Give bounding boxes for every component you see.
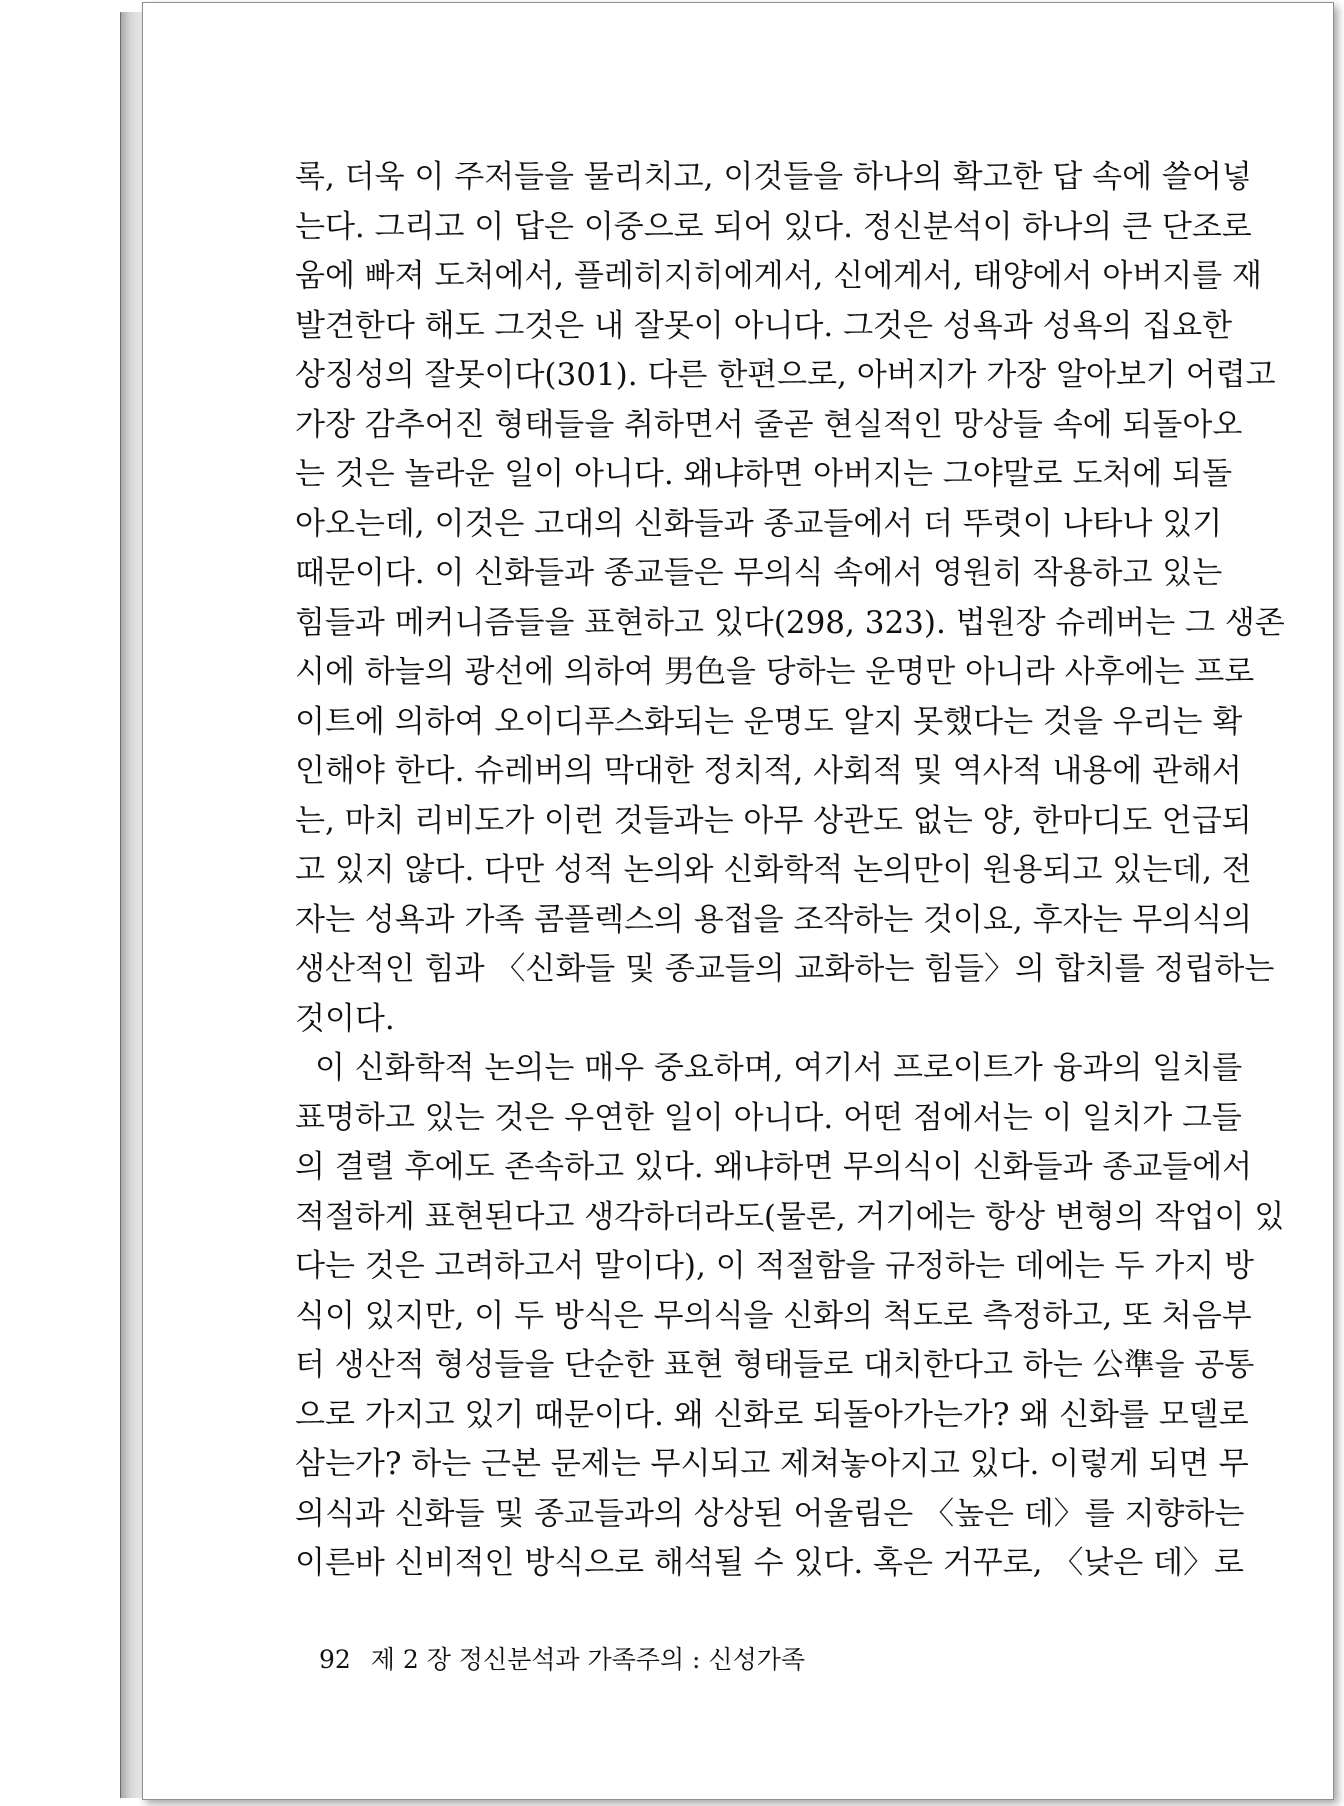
text-line: 적절하게 표현된다고 생각하더라도(물론, 거기에는 항상 변형의 작업이 있 — [295, 1198, 1285, 1235]
text-line: 식이 있지만, 이 두 방식은 무의식을 신화의 척도로 측정하고, 또 처음부 — [295, 1297, 1252, 1334]
text-line: 힘들과 메커니즘들을 표현하고 있다(298, 323). 법원장 슈레버는 그 생존 — [295, 604, 1285, 641]
page-footer — [319, 1640, 805, 1676]
text-line: 자는 성욕과 가족 콤플렉스의 용접을 조작하는 것이요, 후자는 무의식의 — [295, 901, 1253, 938]
text-line: 의식과 신화들 및 종교들과의 상상된 어울림은 〈높은 데〉를 지향하는 — [295, 1495, 1245, 1532]
text-line: 상징성의 잘못이다(301). 다른 한편으로, 아버지가 가장 알아보기 어렵고 — [295, 357, 1276, 393]
text-line: 록, 더욱 이 주저들을 물리치고, 이것들을 하나의 확고한 답 속에 쓸어넣 — [295, 159, 1252, 195]
page-edge — [120, 12, 143, 1798]
text-line: 고 있지 않다. 다만 성적 논의와 신화학적 논의만이 원용되고 있는데, 전 — [295, 852, 1252, 888]
page-number: 92 — [319, 1645, 351, 1674]
text-line: 때문이다. 이 신화들과 종교들은 무의식 속에서 영원히 작용하고 있는 — [295, 555, 1223, 591]
book-page — [142, 2, 1334, 1800]
text-line: 이트에 의하여 오이디푸스화되는 운명도 알지 못했다는 것을 우리는 확 — [295, 703, 1243, 740]
book — [120, 2, 1340, 1800]
text-line: 것이다. — [295, 1000, 395, 1037]
body-text — [295, 153, 1285, 1589]
text-line: 는 것은 놀라운 일이 아니다. 왜냐하면 아버지는 그야말로 도처에 되돌 — [295, 456, 1233, 492]
text-line: 아오는데, 이것은 고대의 신화들과 종교들에서 더 뚜렷이 나타나 있기 — [295, 505, 1223, 542]
paragraph-2 — [295, 1044, 1285, 1589]
text-line: 생산적인 힘과 〈신화들 및 종교들의 교화하는 힘들〉의 합치를 정립하는 — [295, 951, 1275, 987]
text-line: 삼는가? 하는 근본 문제는 무시되고 제쳐놓아지고 있다. 이렇게 되면 무 — [295, 1446, 1249, 1482]
text-line: 의 결렬 후에도 존속하고 있다. 왜냐하면 무의식이 신화들과 종교들에서 — [295, 1149, 1253, 1185]
text-line: 이른바 신비적인 방식으로 해석될 수 있다. 혹은 거꾸로, 〈낮은 데〉로 — [295, 1545, 1244, 1581]
text-line: 시에 하늘의 광선에 의하여 男色을 당하는 운명만 아니라 사후에는 프로 — [295, 654, 1255, 690]
paragraph-1 — [295, 153, 1285, 1044]
text-line: 인해야 한다. 슈레버의 막대한 정치적, 사회적 및 역사적 내용에 관해서 — [295, 753, 1242, 789]
text-line: 으로 가지고 있기 때문이다. 왜 신화로 되돌아가는가? 왜 신화를 모델로 — [295, 1396, 1249, 1433]
text-line: 발견한다 해도 그것은 내 잘못이 아니다. 그것은 성욕과 성욕의 집요한 — [295, 307, 1233, 344]
text-line: 터 생산적 형성들을 단순한 표현 형태들로 대치한다고 하는 公準을 공통 — [295, 1347, 1255, 1383]
text-line: 가장 감추어진 형태들을 취하면서 줄곧 현실적인 망상들 속에 되돌아오 — [295, 406, 1243, 443]
chapter-title: 제 2 장 정신분석과 가족주의 : 신성가족 — [370, 1645, 806, 1674]
text-line: 이 신화학적 논의는 매우 중요하며, 여기서 프로이트가 융과의 일치를 — [315, 1050, 1243, 1086]
text-line: 움에 빠져 도처에서, 플레히지히에게서, 신에게서, 태양에서 아버지를 재 — [295, 258, 1262, 294]
text-line: 는다. 그리고 이 답은 이중으로 되어 있다. 정신분석이 하나의 큰 단조로 — [295, 208, 1252, 245]
text-line: 표명하고 있는 것은 우연한 일이 아니다. 어떤 점에서는 이 일치가 그들 — [295, 1099, 1242, 1136]
text-line: 다는 것은 고려하고서 말이다), 이 적절함을 규정하는 데에는 두 가지 방 — [295, 1248, 1254, 1284]
text-line: 는, 마치 리비도가 이런 것들과는 아무 상관도 없는 양, 한마디도 언급되 — [295, 802, 1252, 839]
